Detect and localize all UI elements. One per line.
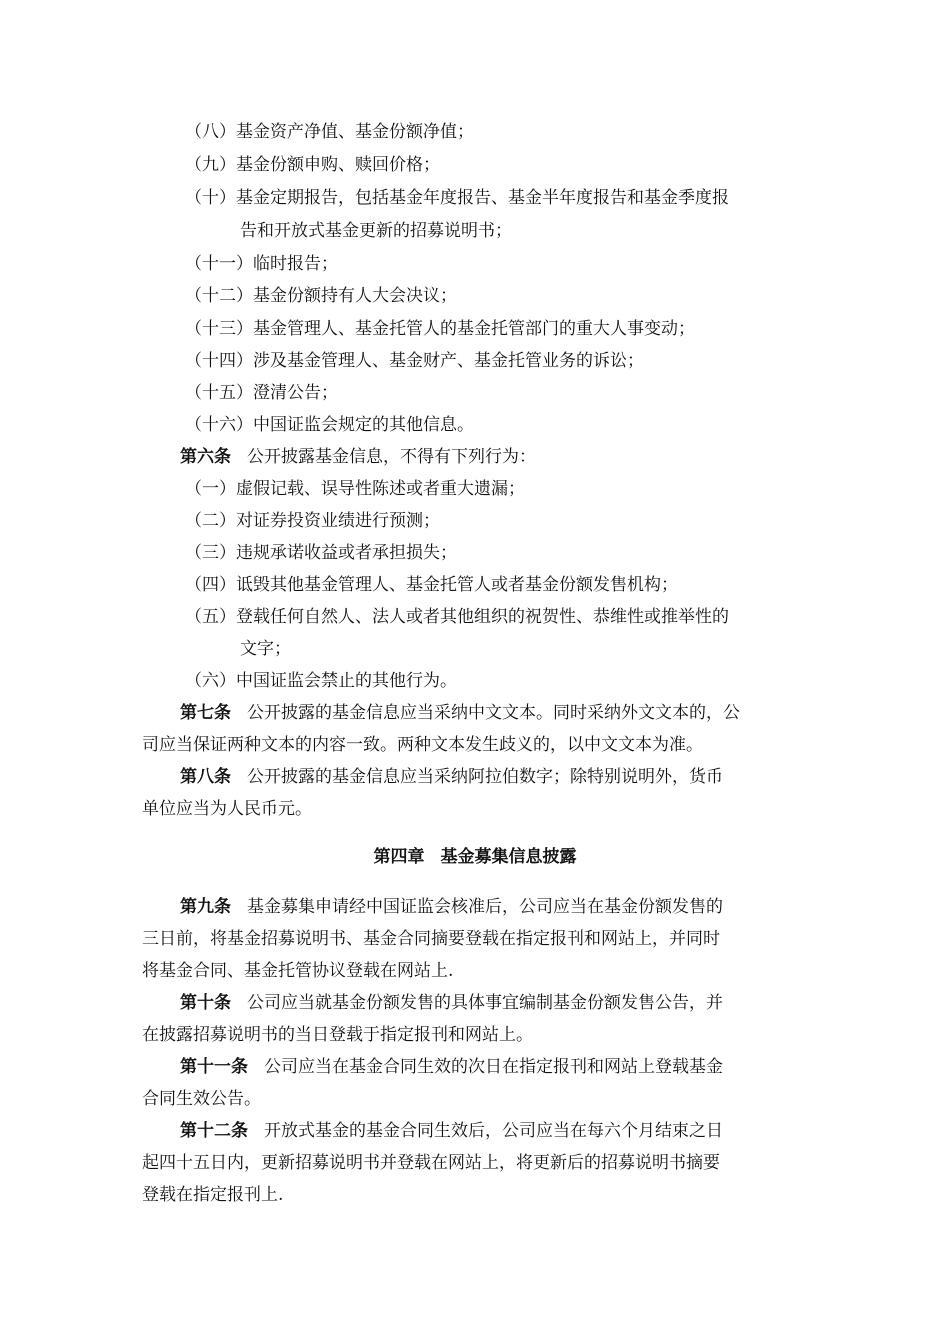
list-item-10: （十）基金定期报告，包括基金年度报告、基金半年度报告和基金季度报 [185, 188, 729, 208]
article-6-item-2: （二）对证券投资业绩进行预测； [185, 511, 440, 531]
article-12-heading: 第十二条 [180, 1121, 248, 1141]
article-8 [180, 766, 723, 788]
article-10-line-2: 在披露招募说明书的当日登载于指定报刊和网站上。 [142, 1025, 533, 1045]
article-6-item-5: （五）登载任何自然人、法人或者其他组织的祝贺性、恭维性或推举性的 [185, 607, 729, 627]
chapter-heading [0, 846, 950, 868]
article-8-heading: 第八条 [180, 767, 231, 787]
article-7-line-1: 公开披露的基金信息应当采纳中文文本。同时采纳外文文本的，公 [247, 703, 740, 723]
article-6 [180, 446, 536, 468]
article-9 [180, 896, 723, 918]
list-item-16: （十六）中国证监会规定的其他信息。 [185, 415, 474, 435]
article-11 [180, 1056, 723, 1078]
article-6-item-3: （三）违规承诺收益或者承担损失； [185, 543, 457, 563]
article-8-line-2: 单位应当为人民币元。 [142, 799, 312, 819]
article-7-heading: 第七条 [180, 703, 231, 723]
article-12-line-3: 登载在指定报刊上. [142, 1185, 284, 1205]
article-10 [180, 992, 723, 1014]
article-12 [180, 1120, 723, 1142]
article-11-heading: 第十一条 [180, 1057, 248, 1077]
article-6-item-6: （六）中国证监会禁止的其他行为。 [185, 671, 457, 691]
chapter-number: 第四章 [373, 847, 425, 867]
article-10-line-1: 公司应当就基金份额发售的具体事宜编制基金份额发售公告，并 [247, 993, 723, 1013]
article-7-line-2: 司应当保证两种文本的内容一致。两种文本发生歧义的，以中文文本为准。 [142, 735, 703, 755]
article-10-heading: 第十条 [180, 993, 231, 1013]
article-9-line-2: 三日前，将基金招募说明书、基金合同摘要登载在指定报刊和网站上，并同时 [142, 929, 720, 949]
article-11-line-1: 公司应当在基金合同生效的次日在指定报刊和网站上登载基金 [264, 1057, 723, 1077]
article-12-line-2: 起四十五日内，更新招募说明书并登载在网站上，将更新后的招募说明书摘要 [142, 1153, 720, 1173]
list-item-13: （十三）基金管理人、基金托管人的基金托管部门的重大人事变动； [185, 319, 695, 339]
list-item-14: （十四）涉及基金管理人、基金财产、基金托管业务的诉讼； [185, 351, 644, 371]
article-6-heading: 第六条 [180, 447, 231, 467]
article-11-line-2: 合同生效公告。 [142, 1089, 261, 1109]
article-6-item-4: （四）诋毁其他基金管理人、基金托管人或者基金份额发售机构； [185, 575, 678, 595]
list-item-11: （十一）临时报告； [185, 254, 338, 274]
article-7 [180, 702, 740, 724]
article-6-text: 公开披露基金信息，不得有下列行为： [247, 447, 536, 467]
list-item-9: （九）基金份额申购、赎回价格； [185, 155, 440, 175]
list-item-10-cont: 告和开放式基金更新的招募说明书； [240, 221, 512, 241]
chapter-title: 基金募集信息披露 [440, 847, 577, 867]
article-6-item-1: （一）虚假记载、误导性陈述或者重大遗漏； [185, 479, 525, 499]
article-9-line-1: 基金募集申请经中国证监会核准后，公司应当在基金份额发售的 [247, 897, 723, 917]
article-9-heading: 第九条 [180, 897, 231, 917]
article-8-line-1: 公开披露的基金信息应当采纳阿拉伯数字；除特别说明外，货币 [247, 767, 723, 787]
list-item-12: （十二）基金份额持有人大会决议； [185, 286, 457, 306]
list-item-15: （十五）澄清公告； [185, 383, 338, 403]
article-6-item-5-cont: 文字； [240, 639, 291, 659]
article-12-line-1: 开放式基金的基金合同生效后，公司应当在每六个月结束之日 [264, 1121, 723, 1141]
list-item-8: （八）基金资产净值、基金份额净值； [185, 122, 474, 142]
article-9-line-3: 将基金合同、基金托管协议登载在网站上. [142, 961, 454, 981]
